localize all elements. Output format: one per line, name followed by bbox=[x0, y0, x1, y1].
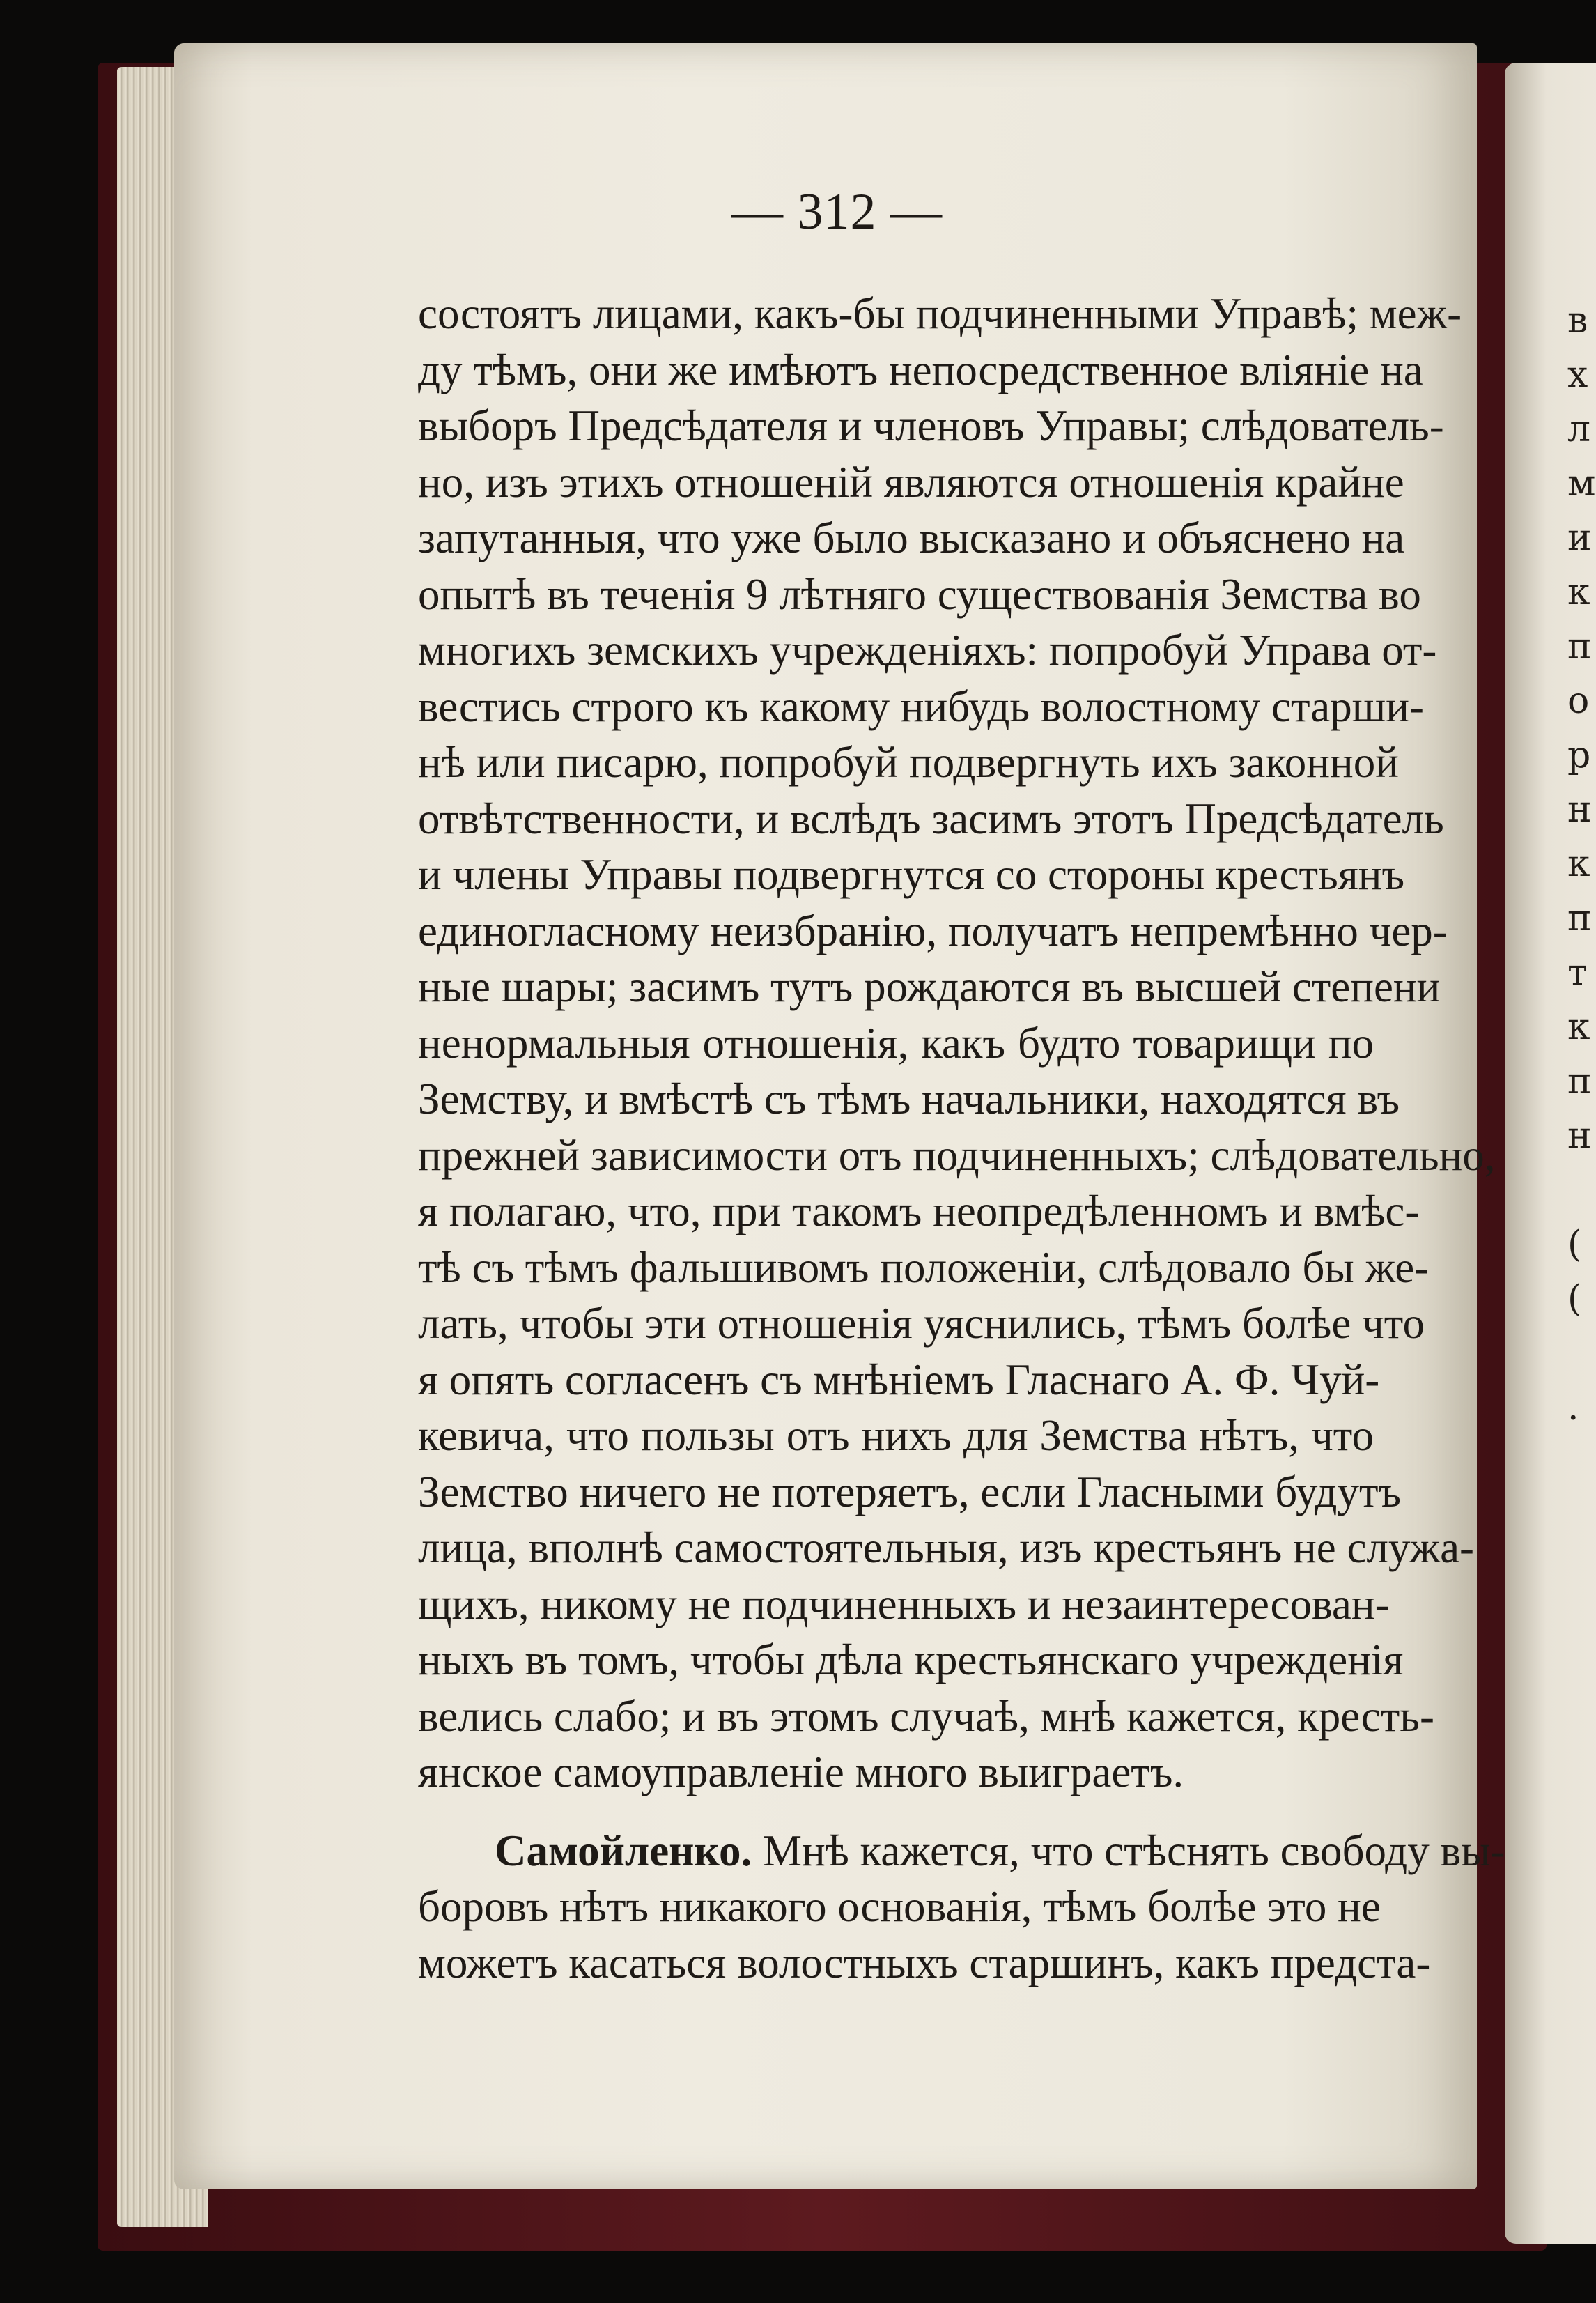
text-line: кевича, что пользы отъ нихъ для Земства нѣтъ, что bbox=[418, 1411, 1374, 1460]
facing-letter: п bbox=[1567, 898, 1592, 939]
text-line: ненормальныя отношенія, какъ будто товарищи по bbox=[418, 1018, 1374, 1068]
facing-letter: к bbox=[1567, 843, 1590, 885]
facing-letter: х bbox=[1567, 354, 1588, 396]
text-line: лица, вполнѣ самостоятельныя, изъ крестьянъ не служа- bbox=[418, 1523, 1475, 1572]
facing-letter: и bbox=[1567, 517, 1592, 559]
text-line: велись слабо; и въ этомъ случаѣ, мнѣ кажется, кресть- bbox=[418, 1691, 1434, 1741]
text-line: я полагаю, что, при такомъ неопредѣленномъ и вмѣс- bbox=[418, 1187, 1420, 1235]
text-line: Земству, и вмѣстѣ съ тѣмъ начальники, находятся въ bbox=[418, 1075, 1400, 1123]
facing-letter: . bbox=[1567, 1387, 1579, 1428]
facing-letter: р bbox=[1567, 734, 1591, 776]
text-line: прежней зависимости отъ подчиненныхъ; слѣдовательно, bbox=[418, 1130, 1496, 1180]
text-line: многихъ земскихъ учрежденіяхъ: попробуй Управа от- bbox=[418, 626, 1437, 675]
facing-letter: ( bbox=[1567, 1278, 1582, 1320]
text-line: можетъ касаться волостныхъ старшинъ, какъ предста- bbox=[418, 1938, 1431, 1987]
text-line: единогласному неизбранію, получатъ непремѣнно чер- bbox=[418, 906, 1448, 955]
text-line: запутанныя, что уже было высказано и объяснено на bbox=[418, 514, 1405, 562]
text-line: янское самоуправленіе много выиграетъ. bbox=[418, 1748, 1184, 1796]
text-line: отвѣтственности, и вслѣдъ засимъ этотъ Предсѣдатель bbox=[418, 794, 1444, 843]
text-line: ные шары; засимъ тутъ рождаются въ высшей степени bbox=[418, 962, 1441, 1011]
paragraph bbox=[418, 1823, 1505, 1992]
text-line: опытѣ въ теченія 9 лѣтняго существованія Земства во bbox=[418, 569, 1421, 619]
text-line: боровъ нѣтъ никакого основанія, тѣмъ болѣе это не bbox=[418, 1882, 1381, 1931]
facing-letter: н bbox=[1567, 789, 1592, 831]
facing-letter: м bbox=[1567, 463, 1596, 504]
paragraph bbox=[418, 286, 1496, 1801]
text-line bbox=[418, 1823, 1505, 1879]
text-line: ду тѣмъ, они же имѣютъ непосредственное вліяніе на bbox=[418, 345, 1423, 394]
text-line: ныхъ въ томъ, чтобы дѣла крестьянскаго учрежденія bbox=[418, 1635, 1404, 1684]
text-line: выборъ Предсѣдателя и членовъ Управы; слѣдователь- bbox=[418, 401, 1444, 450]
facing-letter: о bbox=[1567, 680, 1590, 722]
text-line: и члены Управы подвергнутся со стороны крестьянъ bbox=[418, 850, 1405, 899]
text-line: щихъ, никому не подчиненныхъ и незаинтересован- bbox=[418, 1579, 1390, 1628]
text-line: я опять согласенъ съ мнѣніемъ Гласнаго А. Ф. Чуй- bbox=[418, 1355, 1380, 1404]
facing-letter: н bbox=[1567, 1115, 1592, 1157]
facing-letter: ( bbox=[1567, 1224, 1582, 1265]
text-line: тѣ съ тѣмъ фальшивомъ положеніи, слѣдовало бы же- bbox=[418, 1242, 1430, 1292]
text-line: нѣ или писарю, попробуй подвергнуть ихъ законной bbox=[418, 738, 1399, 787]
facing-letter: в bbox=[1567, 300, 1588, 341]
text-line: но, изъ этихъ отношеній являются отношенія крайне bbox=[418, 457, 1404, 507]
paragraph-gap bbox=[418, 1801, 1374, 1823]
text-line: лать, чтобы эти отношенія уяснились, тѣмъ болѣе что bbox=[418, 1299, 1425, 1348]
speech-text: Мнѣ кажется, что стѣснять свободу вы- bbox=[762, 1826, 1505, 1875]
facing-letter: п bbox=[1567, 626, 1592, 668]
page-number: — 312 — bbox=[731, 183, 943, 240]
text-line: состоятъ лицами, какъ-бы подчиненными Управѣ; меж- bbox=[418, 289, 1462, 338]
facing-letter: п bbox=[1567, 1061, 1592, 1102]
facing-letter: к bbox=[1567, 1006, 1590, 1048]
facing-letter: к bbox=[1567, 571, 1590, 613]
facing-letter: л bbox=[1567, 408, 1591, 450]
speaker-name: Самойленко. bbox=[495, 1826, 752, 1875]
text-line: вестись строго къ какому нибудь волостному старши- bbox=[418, 681, 1424, 731]
body-text bbox=[418, 286, 1505, 1991]
facing-letter: т bbox=[1567, 952, 1588, 994]
text-line: Земство ничего не потеряетъ, если Гласными будутъ bbox=[418, 1467, 1402, 1516]
